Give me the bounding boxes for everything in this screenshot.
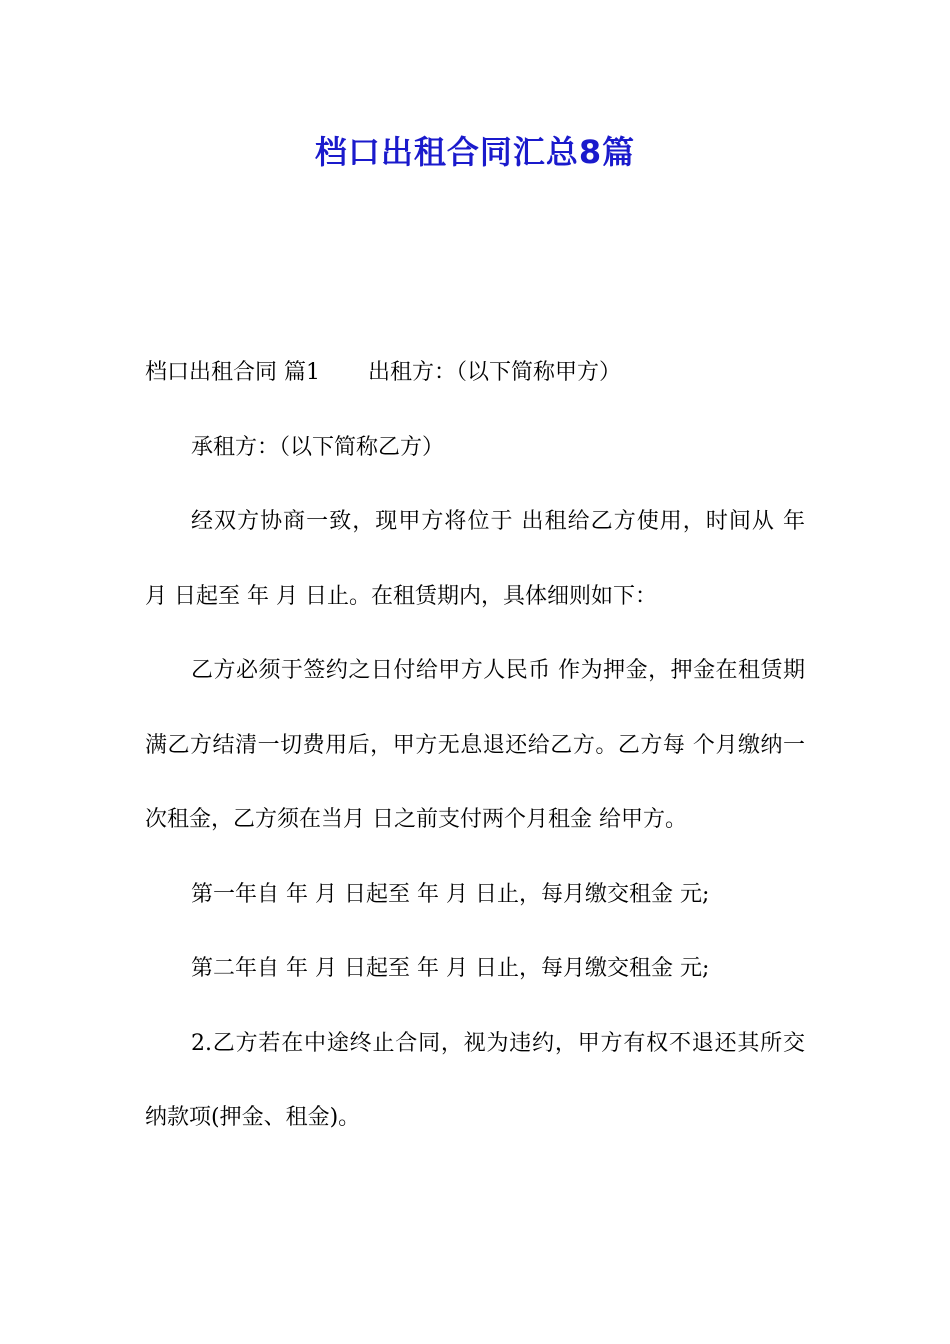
first-year-rent-paragraph: 第一年自 年 月 日起至 年 月 日止，每月缴交租金 元; xyxy=(191,881,710,907)
termination-clause-paragraph: 2.乙方若在中途终止合同，视为违约，甲方有权不退还其所交纳款项(押金、租金)。 xyxy=(145,1030,805,1130)
document-body xyxy=(145,336,805,1156)
document-title: 档口出租合同汇总8篇 xyxy=(314,133,636,171)
agreement-paragraph: 经双方协商一致，现甲方将位于 出租给乙方使用，时间从 年 月 日起至 年 月 日止。在租赁期内，具体细则如下： xyxy=(145,509,805,609)
lessee-paragraph: 承租方：（以下简称乙方） xyxy=(191,434,445,460)
section-heading-line xyxy=(145,336,805,411)
section-label: 档口出租合同 篇1 xyxy=(145,360,320,385)
lessor-line: 出租方：（以下简称甲方） xyxy=(368,360,622,385)
deposit-paragraph: 乙方必须于签约之日付给甲方人民币 作为押金，押金在租赁期满乙方结清一切费用后，甲方无息退还给乙方。乙方每 个月缴纳一次租金，乙方须在当月 日之前支付两个月租金 给甲方。 xyxy=(145,658,805,832)
second-year-rent-paragraph: 第二年自 年 月 日起至 年 月 日止，每月缴交租金 元; xyxy=(191,956,710,981)
